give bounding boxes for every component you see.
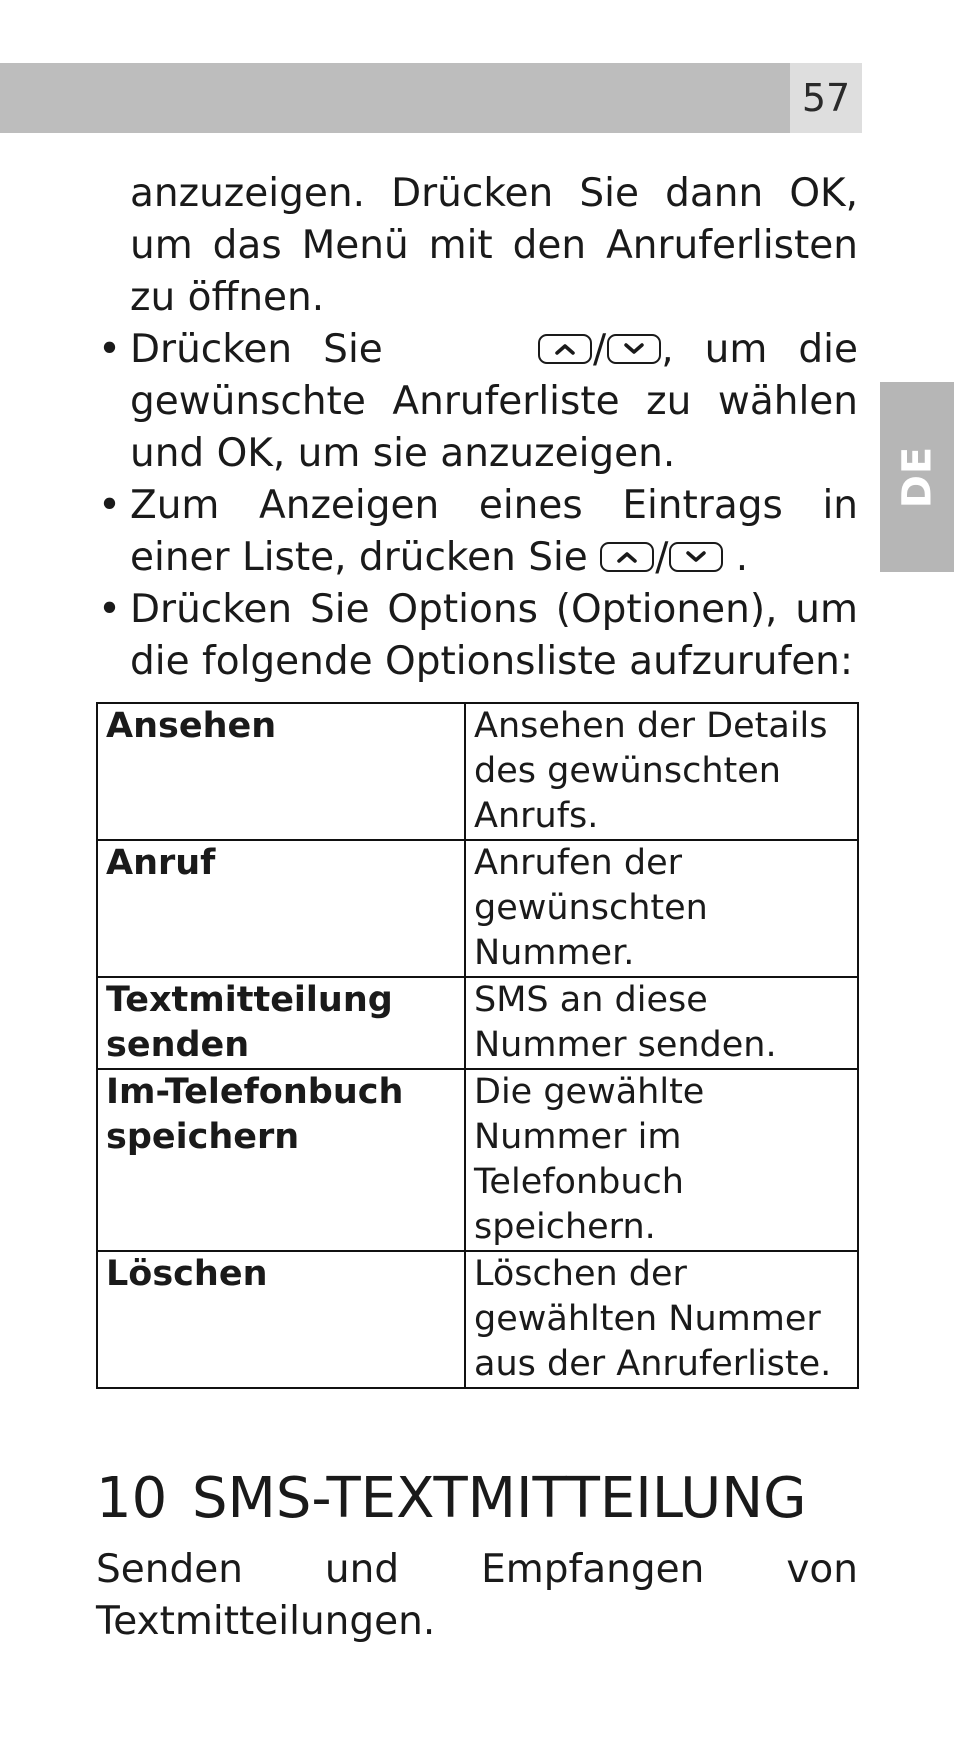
option-name: Löschen [97, 1251, 465, 1388]
bullet-text-before: Drücken Sie [130, 327, 383, 372]
arrow-down-key-icon [607, 334, 661, 364]
option-description: Die gewählte Nummer im Telefonbuch speichern. [465, 1069, 858, 1251]
main-content [96, 168, 858, 1389]
table-row [97, 977, 858, 1069]
option-name: Anruf [97, 840, 465, 977]
option-description: Anrufen der gewünschten Nummer. [465, 840, 858, 977]
bullet-text: Drücken Sie Options (Optionen), um die folgende Optionsliste aufzurufen: [130, 587, 858, 684]
bullet-dot: • [98, 587, 122, 632]
table-row [97, 703, 858, 840]
bullet-dot: • [98, 327, 122, 372]
option-description: Löschen der gewählten Nummer aus der Anruferliste. [465, 1251, 858, 1388]
arrow-down-key-icon [669, 542, 723, 572]
section-number: 10 [96, 1466, 168, 1531]
bullet-item: • Zum Anzeigen eines Eintrags in einer Liste, drücken Sie / . [96, 480, 858, 584]
intro-paragraph: anzuzeigen. Drücken Sie dann OK, um das Menü mit den Anruferlisten zu öffnen. [130, 171, 858, 320]
bullet-dot: • [98, 483, 122, 528]
table-row [97, 1069, 858, 1251]
table-row [97, 1251, 858, 1388]
table-row [97, 840, 858, 977]
section-intro-text: Senden und Empfangen von Textmitteilungen. [96, 1547, 858, 1644]
option-description: SMS an diese Nummer senden. [465, 977, 858, 1069]
language-tab [880, 382, 954, 572]
header-bar [0, 63, 790, 133]
language-tab-label: DE [894, 445, 940, 509]
option-description: Ansehen der Details des gewünschten Anrufs. [465, 703, 858, 840]
section-title: SMS-TEXTMITTEILUNG [192, 1466, 807, 1531]
section-heading [96, 1464, 807, 1534]
bullet-text-before: Zum Anzeigen eines Eintrags in einer Liste, drücken Sie [130, 483, 858, 580]
option-name: Ansehen [97, 703, 465, 840]
option-name: Textmitteilung senden [97, 977, 465, 1069]
page-number: 57 [790, 63, 862, 133]
bullet-text-after: . [735, 535, 749, 580]
arrow-up-key-icon [538, 334, 592, 364]
option-name: Im-Telefonbuch speichern [97, 1069, 465, 1251]
bullet-item [96, 584, 858, 688]
bullet-text-after: , um die gewünschte Anruferliste zu wählen und OK, um sie anzuzeigen. [130, 327, 858, 476]
options-table [96, 702, 859, 1389]
arrow-up-key-icon [600, 542, 654, 572]
bullet-item: • Drücken Sie / , um die gewünschte Anruferliste zu wählen und OK, um sie anzuzeigen. [96, 324, 858, 480]
